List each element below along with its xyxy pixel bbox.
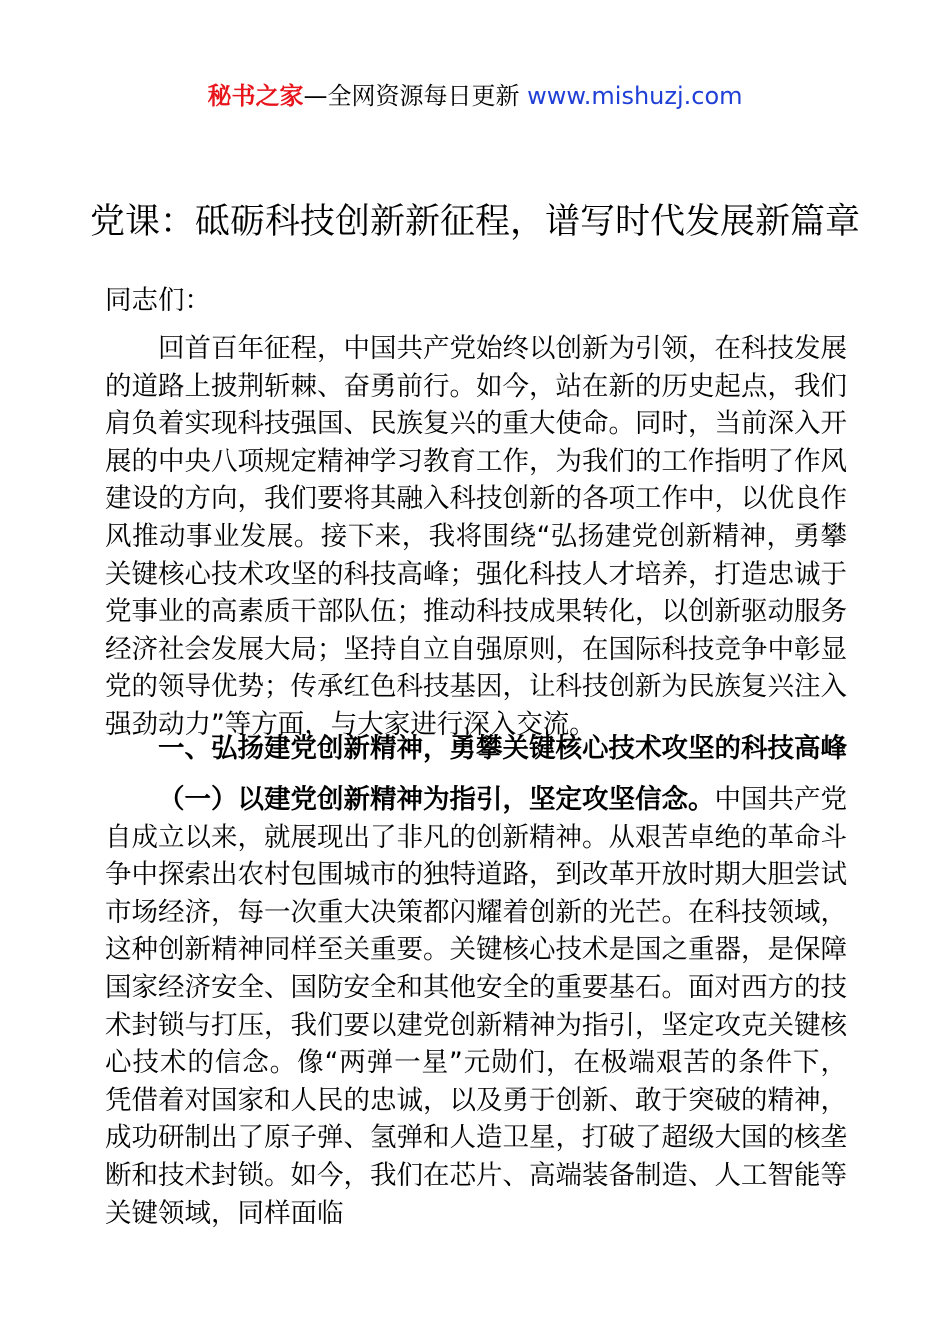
intro-paragraph: 回首百年征程，中国共产党始终以创新为引领，在科技发展的道路上披荆斩棘、奋勇前行。如今，站在新的历史起点，我们肩负着实现科技强国、民族复兴的重大使命。同时，当前深入开展的中央八项规定精神学习教育工作，为我们的工作指明了作风建设的方向，我们要将其融入科技创新的各项工作中，以优良作风推动事业发展。接下来，我将围绕“弘扬建党创新精神，勇攀关键核心技术攻坚的科技高峰；强化科技人才培养，打造忠诚于党事业的高素质干部队伍；推动科技成果转化，以创新驱动服务经济社会发展大局；坚持自立自强原则，在国际科技竞争中彰显党的领导优势；传承红色科技基因，让科技创新为民族复兴注入强劲动力”等方面，与大家进行深入交流。 bbox=[105, 333, 847, 740]
site-brand: 秘书之家 bbox=[207, 82, 304, 110]
site-header bbox=[0, 80, 950, 112]
salutation: 同志们： bbox=[105, 285, 211, 316]
subsection-lead: （一）以建党创新精神为指引，坚定攻坚信念。 bbox=[158, 784, 715, 815]
subsection-body: 中国共产党自成立以来，就展现出了非凡的创新精神。从艰苦卓绝的革命斗争中探索出农村包围城市的独特道路，到改革开放时期大胆尝试市场经济，每一次重大决策都闪耀着创新的光芒。在科技领域，这种创新精神同样至关重要。关键核心技术是国之重器，是保障国家经济安全、国防安全和其他安全的重要基石。面对西方的技术封锁与打压，我们要以建党创新精神为指引，坚定攻克关键核心技术的信念。像“两弹一星”元勋们，在极端艰苦的条件下，凭借着对国家和人民的忠诚，以及勇于创新、敢于突破的精神，成功研制出了原子弹、氢弹和人造卫星，打破了超级大国的核垄断和技术封锁。如今，我们在芯片、高端装备制造、人工智能等关键领域，同样面临 bbox=[105, 784, 847, 1229]
document-title: 党课：砥砺科技创新新征程，谱写时代发展新篇章 bbox=[89, 202, 860, 242]
site-tagline: —全网资源每日更新 bbox=[303, 82, 528, 110]
site-url-link[interactable]: www.mishuzj.com bbox=[527, 82, 743, 110]
subsection-paragraph-1 bbox=[105, 781, 847, 1232]
section-heading-1: 一、弘扬建党创新精神，勇攀关键核心技术攻坚的科技高峰 bbox=[158, 733, 847, 764]
